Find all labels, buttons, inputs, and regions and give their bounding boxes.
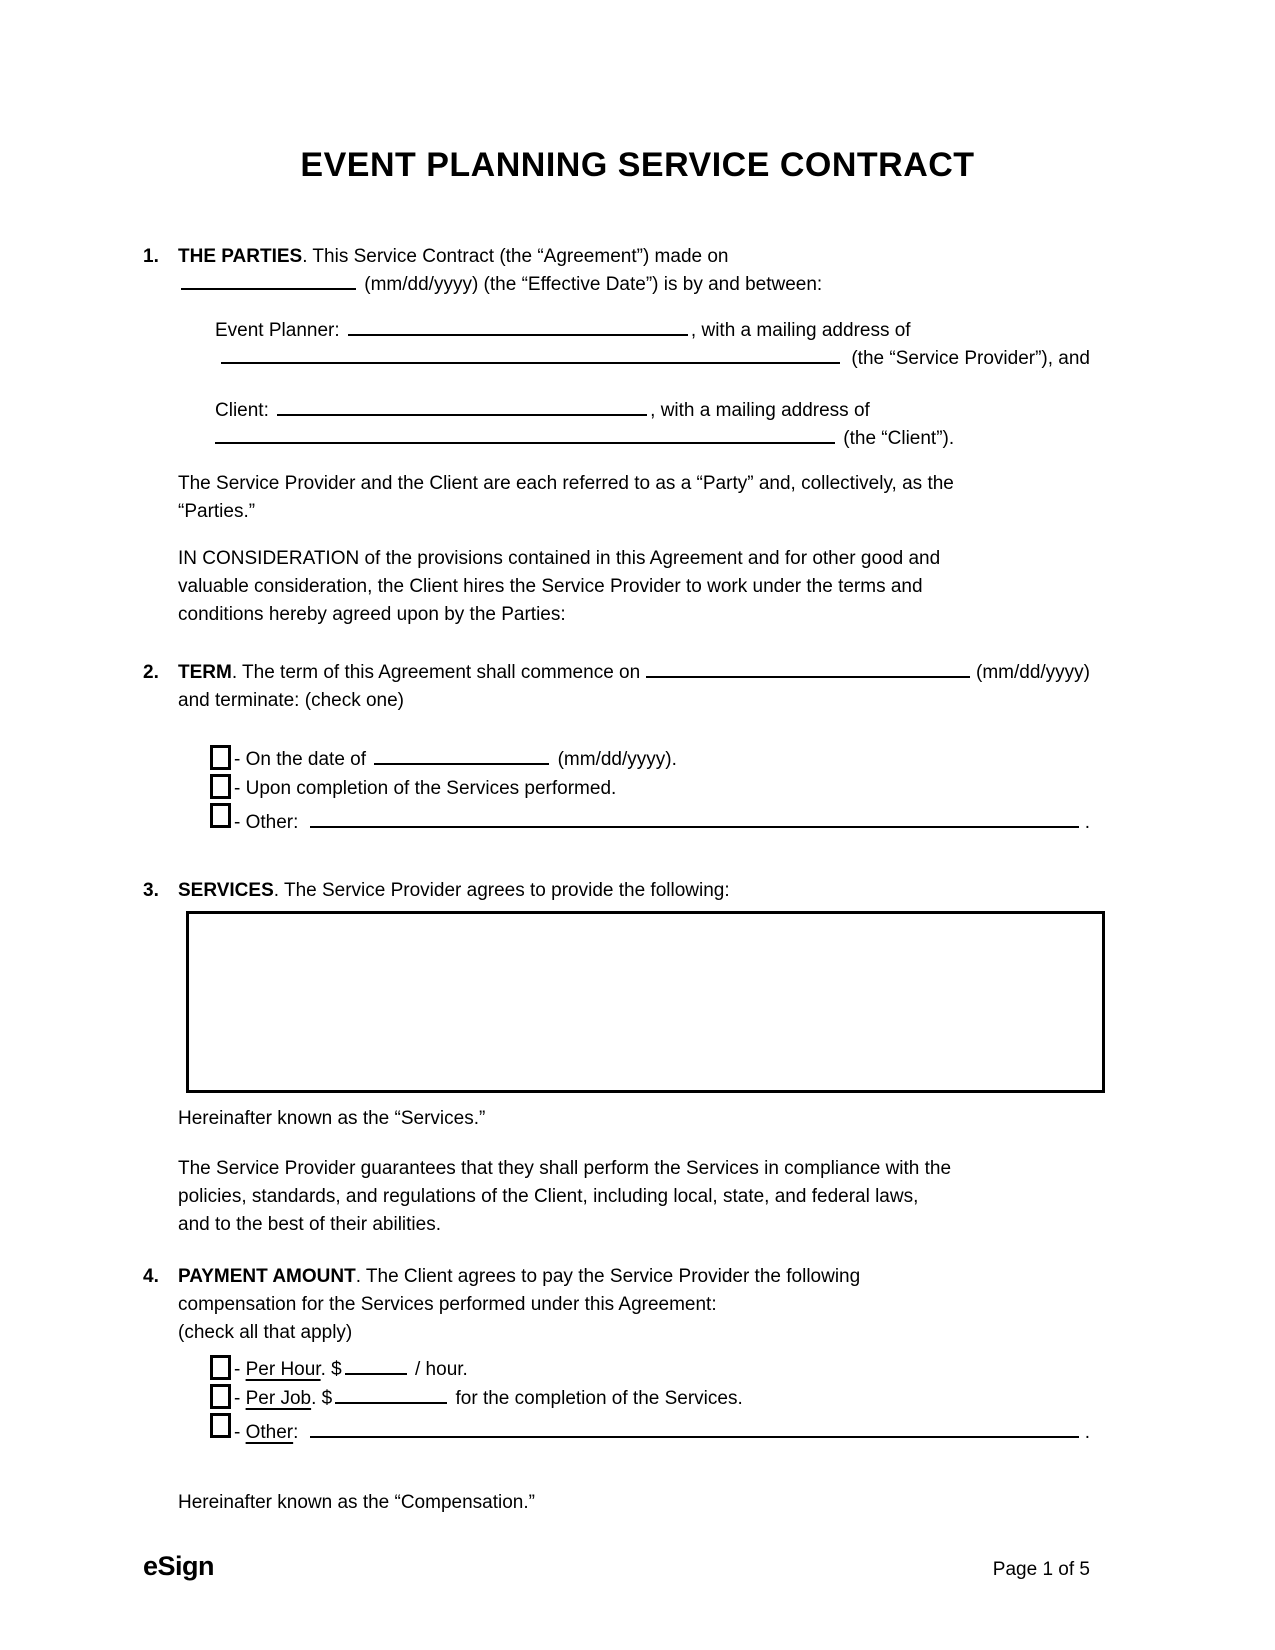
text-run: . The term of this Agreement shall commence on xyxy=(231,662,641,683)
term-other-blank[interactable] xyxy=(310,812,1079,828)
option-text: for the completion of the Services. xyxy=(450,1388,743,1409)
text-run: . This Service Contract (the “Agreement”) made on xyxy=(302,246,729,267)
services-intro-line xyxy=(178,877,1090,905)
client-block xyxy=(215,397,1090,453)
section-term xyxy=(143,659,1090,837)
payment-intro-line-1 xyxy=(178,1263,1090,1291)
section-number: 2. xyxy=(143,662,159,683)
term-option-other xyxy=(210,803,1090,837)
section-heading: SERVICES xyxy=(178,880,274,901)
client-address-blank[interactable] xyxy=(215,428,835,444)
client-line-1 xyxy=(215,397,1090,425)
option-label: Per Job xyxy=(245,1388,312,1409)
term-option-completion xyxy=(210,774,1090,803)
text-run: . The Client agrees to pay the Service Provider the following xyxy=(355,1266,861,1287)
text-run: (the “Service Provider”), and xyxy=(846,348,1090,369)
option-text: - Upon completion of the Services performed. xyxy=(234,778,617,799)
text-run: (mm/dd/yyyy) (the “Effective Date”) is by and between: xyxy=(359,274,823,295)
text-run: (mm/dd/yyyy) xyxy=(976,662,1090,683)
payment-option-per-hour xyxy=(210,1355,1090,1384)
option-text: : xyxy=(293,1422,304,1443)
per-job-amount-blank[interactable] xyxy=(335,1388,447,1404)
term-date-checkbox[interactable] xyxy=(210,745,231,770)
option-text: / hour. xyxy=(409,1359,468,1380)
section-payment-amount xyxy=(143,1263,1090,1517)
section-number: 3. xyxy=(143,880,159,901)
section-the-parties xyxy=(143,243,1090,629)
page-number: Page 1 of 5 xyxy=(992,1559,1090,1580)
section-heading: PAYMENT AMOUNT xyxy=(178,1266,356,1287)
payment-option-other xyxy=(210,1413,1090,1447)
client-name-blank[interactable] xyxy=(277,400,647,416)
option-text: - xyxy=(234,1388,246,1409)
paragraph-line: valuable consideration, the Client hires the Service Provider to work under the terms and xyxy=(178,576,923,597)
paragraph-line: IN CONSIDERATION of the provisions contained in this Agreement and for other good and xyxy=(178,548,941,569)
effective-date-blank[interactable] xyxy=(181,274,356,290)
term-other-checkbox[interactable] xyxy=(210,803,231,828)
term-date-blank[interactable] xyxy=(374,749,549,765)
paragraph-parties xyxy=(178,470,1090,526)
per-hour-rate-blank[interactable] xyxy=(345,1359,407,1375)
term-completion-checkbox[interactable] xyxy=(210,774,231,799)
payment-option-per-job xyxy=(210,1384,1090,1413)
pay-per-hour-checkbox[interactable] xyxy=(210,1355,231,1380)
option-label: Other xyxy=(245,1422,294,1443)
payment-intro-line-2: compensation for the Services performed under this Agreement: xyxy=(178,1294,717,1315)
option-text: . $ xyxy=(320,1359,342,1380)
option-text: - On the date of xyxy=(234,749,372,770)
option-text: (mm/dd/yyyy). xyxy=(552,749,677,770)
text-run: (the “Client”). xyxy=(838,428,955,449)
client-label: Client: xyxy=(215,400,275,421)
event-planner-block xyxy=(215,317,1090,373)
event-planner-label: Event Planner: xyxy=(215,320,345,341)
section-number: 1. xyxy=(143,246,159,267)
payment-options xyxy=(210,1355,1090,1447)
pay-other-blank[interactable] xyxy=(310,1422,1079,1438)
parties-intro-line-1 xyxy=(178,243,1090,271)
compensation-caption: Hereinafter known as the “Compensation.” xyxy=(178,1492,535,1513)
commence-date-blank[interactable] xyxy=(646,662,970,678)
parties-intro-line-2 xyxy=(178,271,1090,299)
text-run: , with a mailing address of xyxy=(650,400,870,421)
payment-intro-line-3: (check all that apply) xyxy=(178,1322,353,1343)
term-options xyxy=(210,745,1090,837)
event-planner-line-1 xyxy=(215,317,1090,345)
pay-other-checkbox[interactable] xyxy=(210,1413,231,1438)
section-heading: TERM xyxy=(178,662,232,683)
option-text: . $ xyxy=(311,1388,333,1409)
section-heading: THE PARTIES xyxy=(178,246,303,267)
option-text: . xyxy=(1084,1422,1090,1443)
client-line-2 xyxy=(215,425,1090,453)
page-footer xyxy=(143,1552,1090,1584)
text-run: . The Service Provider agrees to provide the following: xyxy=(273,880,730,901)
page-title: EVENT PLANNING SERVICE CONTRACT xyxy=(300,146,975,184)
esign-logo: eSign xyxy=(143,1551,215,1581)
paragraph-line: and to the best of their abilities. xyxy=(178,1214,441,1235)
option-text: . xyxy=(1084,812,1090,833)
paragraph-line: The Service Provider and the Client are each referred to as a “Party” and, collectively, as the xyxy=(178,473,954,494)
text-run: , with a mailing address of xyxy=(690,320,911,341)
document-content xyxy=(143,243,1090,1517)
term-line-2: and terminate: (check one) xyxy=(178,690,405,711)
pay-per-job-checkbox[interactable] xyxy=(210,1384,231,1409)
paragraph-line: “Parties.” xyxy=(178,501,256,522)
option-label: Per Hour xyxy=(245,1359,321,1380)
event-planner-address-blank[interactable] xyxy=(221,348,840,364)
option-text: - Other: xyxy=(234,812,304,833)
paragraph-guarantee xyxy=(178,1155,1090,1239)
paragraph-line: conditions hereby agreed upon by the Parties: xyxy=(178,604,566,625)
section-services xyxy=(143,877,1090,1239)
section-number: 4. xyxy=(143,1266,159,1287)
option-text: - xyxy=(234,1359,246,1380)
services-description-box[interactable] xyxy=(186,911,1105,1093)
term-option-date xyxy=(210,745,1090,774)
term-line-1 xyxy=(178,659,1090,687)
option-text: - xyxy=(234,1422,246,1443)
paragraph-line: The Service Provider guarantees that they shall perform the Services in compliance with the xyxy=(178,1158,952,1179)
paragraph-consideration xyxy=(178,545,1090,629)
services-caption: Hereinafter known as the “Services.” xyxy=(178,1108,486,1129)
event-planner-name-blank[interactable] xyxy=(348,320,688,336)
paragraph-line: policies, standards, and regulations of the Client, including local, state, and federal laws, xyxy=(178,1186,919,1207)
event-planner-line-2 xyxy=(215,345,1090,373)
